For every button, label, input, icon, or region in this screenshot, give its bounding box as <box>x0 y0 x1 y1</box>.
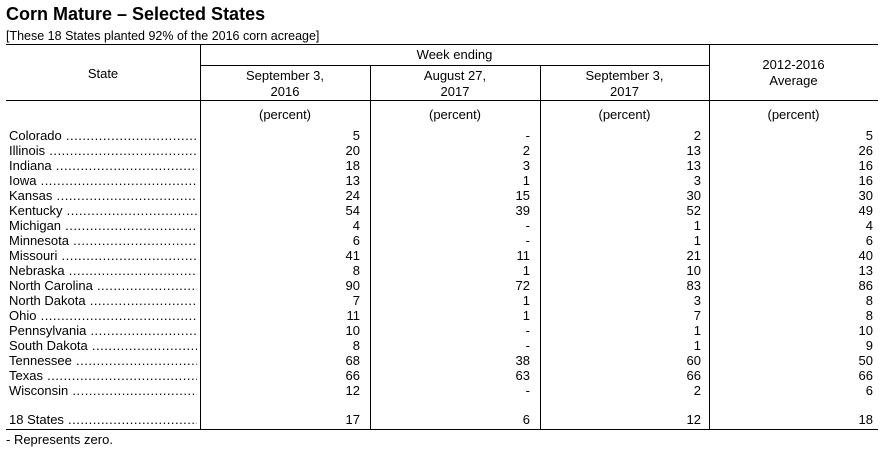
state-name: Tennessee ..... <box>9 353 197 368</box>
cell-value: 21 <box>686 248 701 263</box>
footnote: - Represents zero. <box>6 432 113 447</box>
cell-value: - <box>525 338 530 353</box>
cell-value: 20 <box>345 143 360 158</box>
table-row <box>0 263 888 278</box>
table-bottom-rule <box>6 429 878 430</box>
cell-value: 26 <box>858 143 873 158</box>
cell-value: 16 <box>858 158 873 173</box>
cell-value: 66 <box>345 368 360 383</box>
state-name: Missouri ..... <box>9 248 197 263</box>
cell-value: 13 <box>686 158 701 173</box>
table-row <box>0 128 888 143</box>
cell-value: 1 <box>693 233 701 248</box>
cell-value: 16 <box>858 173 873 188</box>
table-row <box>0 248 888 263</box>
cell-value: 1 <box>693 218 701 233</box>
cell-value: 54 <box>345 203 360 218</box>
state-name: Iowa ..... <box>9 173 197 188</box>
cell-value: 68 <box>345 353 360 368</box>
cell-value: 3 <box>693 173 701 188</box>
cell-value: 10 <box>345 323 360 338</box>
cell-value: 12 <box>686 412 701 427</box>
cell-value: 12 <box>345 383 360 398</box>
cell-value: 63 <box>515 368 530 383</box>
cell-value: 1 <box>693 323 701 338</box>
table-row <box>0 143 888 158</box>
cell-value: 13 <box>345 173 360 188</box>
cell-value: 6 <box>865 233 873 248</box>
table-top-rule <box>6 44 878 45</box>
cell-value: - <box>525 233 530 248</box>
state-name: Pennsylvania ..... <box>9 323 197 338</box>
table-row <box>0 338 888 353</box>
cell-value: 83 <box>686 278 701 293</box>
cell-value: 10 <box>858 323 873 338</box>
cell-value: 52 <box>686 203 701 218</box>
table-row <box>0 203 888 218</box>
cell-value: - <box>525 383 530 398</box>
page-subtitle: [These 18 States planted 92% of the 2016 corn acreage] <box>6 29 320 43</box>
col-header-line: September 3, <box>585 68 664 83</box>
cell-value: 8 <box>865 308 873 323</box>
cell-value: 4 <box>865 218 873 233</box>
unit-label: (percent) <box>767 107 820 122</box>
table-row <box>0 293 888 308</box>
cell-value: 3 <box>522 158 530 173</box>
col-header-sep-2016 <box>200 68 370 100</box>
cell-value: 30 <box>858 188 873 203</box>
table-row <box>0 323 888 338</box>
cell-value: 1 <box>522 263 530 278</box>
cell-value: 10 <box>686 263 701 278</box>
table-row <box>0 383 888 398</box>
cell-value: 1 <box>522 293 530 308</box>
cell-value: 1 <box>522 173 530 188</box>
col-header-line: August 27, <box>423 68 487 83</box>
state-name: South Dakota ..... <box>9 338 197 353</box>
table-row <box>0 308 888 323</box>
week-ending-rule <box>200 65 709 66</box>
cell-value: - <box>525 128 530 143</box>
cell-value: 66 <box>858 368 873 383</box>
state-name: North Carolina ..... <box>9 278 197 293</box>
state-name: North Dakota ..... <box>9 293 197 308</box>
state-name: Nebraska ..... <box>9 263 197 278</box>
col-header-line: 2012-2016 <box>762 57 825 72</box>
col-header-average <box>709 57 878 89</box>
total-label: 18 States ..... <box>9 412 197 427</box>
cell-value: 18 <box>345 158 360 173</box>
state-name: Wisconsin ..... <box>9 383 197 398</box>
week-ending-header: Week ending <box>416 47 493 62</box>
table-row <box>0 353 888 368</box>
cell-value: 13 <box>858 263 873 278</box>
table-row <box>0 233 888 248</box>
cell-value: 66 <box>686 368 701 383</box>
table-row <box>0 368 888 383</box>
cell-value: 3 <box>693 293 701 308</box>
table-row <box>0 158 888 173</box>
cell-value: 11 <box>516 248 530 263</box>
page-title: Corn Mature – Selected States <box>6 4 266 24</box>
cell-value: 60 <box>686 353 701 368</box>
col-header-line: Average <box>769 73 818 88</box>
col-header-line: 2017 <box>440 84 470 99</box>
cell-value: 15 <box>515 188 530 203</box>
col-header-aug-2017 <box>370 68 540 100</box>
total-row <box>0 412 888 427</box>
cell-value: 2 <box>522 143 530 158</box>
cell-value: 39 <box>515 203 530 218</box>
state-name: Indiana ..... <box>9 158 197 173</box>
cell-value: 5 <box>352 128 360 143</box>
cell-value: 6 <box>865 383 873 398</box>
cell-value: 7 <box>352 293 360 308</box>
cell-value: 1 <box>522 308 530 323</box>
state-name: Kentucky ..... <box>9 203 197 218</box>
cell-value: 41 <box>345 248 360 263</box>
cell-value: 6 <box>522 412 530 427</box>
cell-value: 13 <box>686 143 701 158</box>
col-header-sep-2017 <box>540 68 709 100</box>
cell-value: - <box>525 323 530 338</box>
unit-label: (percent) <box>428 107 482 122</box>
state-name: Kansas ..... <box>9 188 197 203</box>
cell-value: 90 <box>345 278 360 293</box>
cell-value: 86 <box>858 278 873 293</box>
cell-value: 24 <box>345 188 360 203</box>
state-name: Michigan ..... <box>9 218 197 233</box>
cell-value: 5 <box>865 128 873 143</box>
table-row <box>0 173 888 188</box>
cell-value: 2 <box>693 383 701 398</box>
cell-value: 11 <box>346 308 360 323</box>
table-row <box>0 218 888 233</box>
state-header: State <box>87 66 119 81</box>
cell-value: 7 <box>693 308 701 323</box>
cell-value: 8 <box>352 263 360 278</box>
state-name: Illinois ..... <box>9 143 197 158</box>
cell-value: 50 <box>858 353 873 368</box>
cell-value: 2 <box>693 128 701 143</box>
col-header-line: 2017 <box>610 84 639 99</box>
state-name: Texas ..... <box>9 368 197 383</box>
cell-value: 18 <box>858 412 873 427</box>
cell-value: - <box>525 218 530 233</box>
state-name: Ohio ..... <box>9 308 197 323</box>
cell-value: 1 <box>693 338 701 353</box>
col-header-line: 2016 <box>270 84 300 99</box>
cell-value: 8 <box>865 293 873 308</box>
unit-label: (percent) <box>598 107 651 122</box>
cell-value: 40 <box>858 248 873 263</box>
cell-value: 38 <box>515 353 530 368</box>
cell-value: 4 <box>352 218 360 233</box>
table-row <box>0 278 888 293</box>
cell-value: 8 <box>352 338 360 353</box>
state-name: Minnesota ..... <box>9 233 197 248</box>
header-bottom-rule <box>6 100 878 101</box>
state-name: Colorado ..... <box>9 128 197 143</box>
cell-value: 6 <box>352 233 360 248</box>
col-header-line: September 3, <box>245 68 325 83</box>
cell-value: 49 <box>858 203 873 218</box>
cell-value: 30 <box>686 188 701 203</box>
table-row <box>0 188 888 203</box>
cell-value: 17 <box>345 412 360 427</box>
unit-label: (percent) <box>258 107 312 122</box>
cell-value: 9 <box>865 338 873 353</box>
cell-value: 72 <box>515 278 530 293</box>
